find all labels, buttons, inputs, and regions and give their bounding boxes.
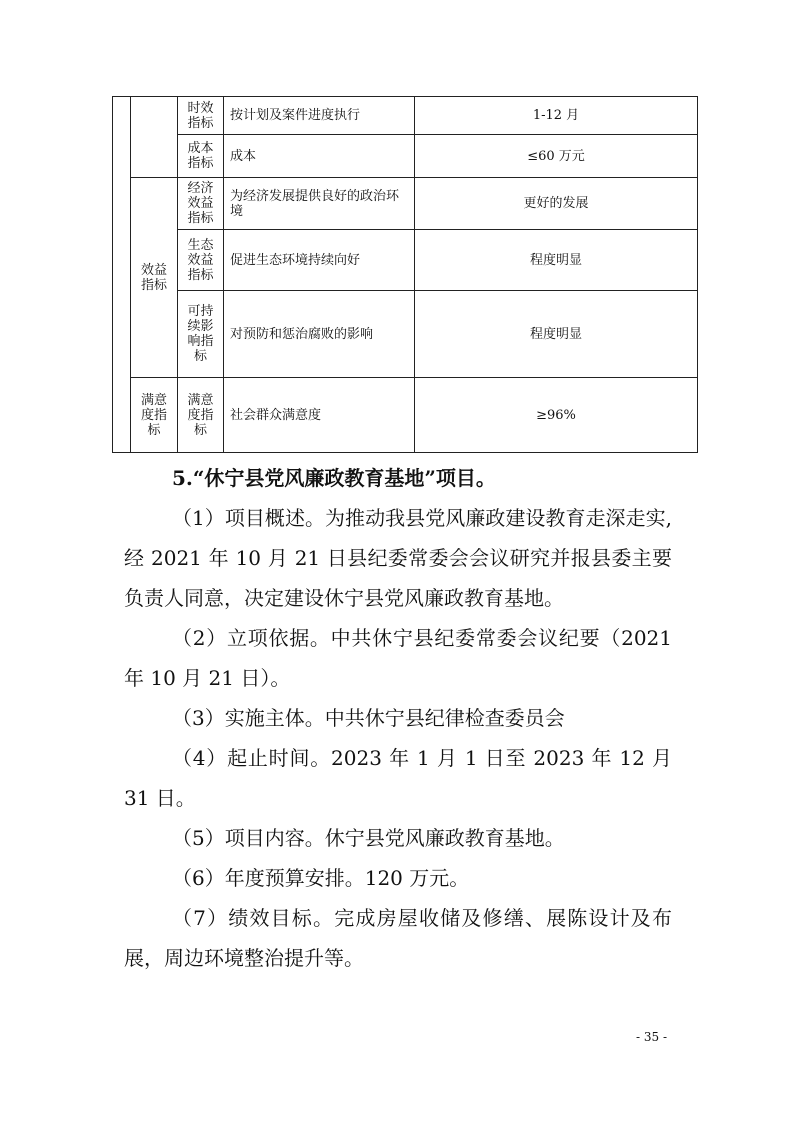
section-heading: 5.“休宁县党风廉政教育基地”项目。 — [172, 466, 496, 490]
table-cell: 程度明显 — [415, 291, 698, 378]
table-cell: 效益 指标 — [131, 178, 178, 378]
table-cell: 1-12 月 — [415, 97, 698, 135]
paragraph-overview: （1）项目概述。为推动我县党风廉政建设教育走深走实,经 2021 年 10 月 21 日县纪委常委会会议研究并报县委主要负责人同意，决定建设休宁县党风廉政教育基地。 — [124, 506, 672, 610]
table-cell: 社会群众满意度 — [224, 378, 415, 453]
table-cell: 成本 指标 — [178, 135, 224, 178]
paragraph-content: （5）项目内容。休宁县党风廉政教育基地。 — [172, 826, 565, 850]
table-row — [113, 230, 698, 291]
table-cell: 成本 — [224, 135, 415, 178]
table-cell: 促进生态环境持续向好 — [224, 230, 415, 291]
table-row — [113, 97, 698, 135]
table-cell: ≥96% — [415, 378, 698, 453]
table-cell: 生态 效益 指标 — [178, 230, 224, 291]
paragraph-goal: （7）绩效目标。完成房屋收储及修缮、展陈设计及布展，周边环境整治提升等。 — [124, 906, 672, 970]
table-cell: 经济 效益 指标 — [178, 178, 224, 230]
paragraph-period: （4）起止时间。2023 年 1 月 1 日至 2023 年 12 月 31 日。 — [124, 746, 672, 810]
table-cell: 满意 度指 标 — [178, 378, 224, 453]
paragraph-budget: （6）年度预算安排。120 万元。 — [172, 866, 470, 890]
table-cell: 程度明显 — [415, 230, 698, 291]
table-cell — [131, 97, 178, 178]
table-cell: 更好的发展 — [415, 178, 698, 230]
performance-indicator-table — [112, 96, 698, 453]
table-cell: 按计划及案件进度执行 — [224, 97, 415, 135]
paragraph-basis: （2）立项依据。中共休宁县纪委常委会议纪要（2021 年 10 月 21 日）。 — [124, 626, 672, 690]
section-body — [124, 458, 672, 978]
table-cell: 对预防和惩治腐败的影响 — [224, 291, 415, 378]
table-cell: 满意 度指 标 — [131, 378, 178, 453]
table-cell — [113, 97, 131, 453]
table-cell: ≤60 万元 — [415, 135, 698, 178]
table-cell: 为经济发展提供良好的政治环境 — [224, 178, 415, 230]
table-row — [113, 291, 698, 378]
table-cell: 可持 续影 响指 标 — [178, 291, 224, 378]
table-row — [113, 378, 698, 453]
table-row — [113, 135, 698, 178]
paragraph-entity: （3）实施主体。中共休宁县纪律检查委员会 — [172, 706, 565, 730]
page-number: - 35 - — [636, 1030, 668, 1044]
table-row — [113, 178, 698, 230]
table-cell: 时效 指标 — [178, 97, 224, 135]
